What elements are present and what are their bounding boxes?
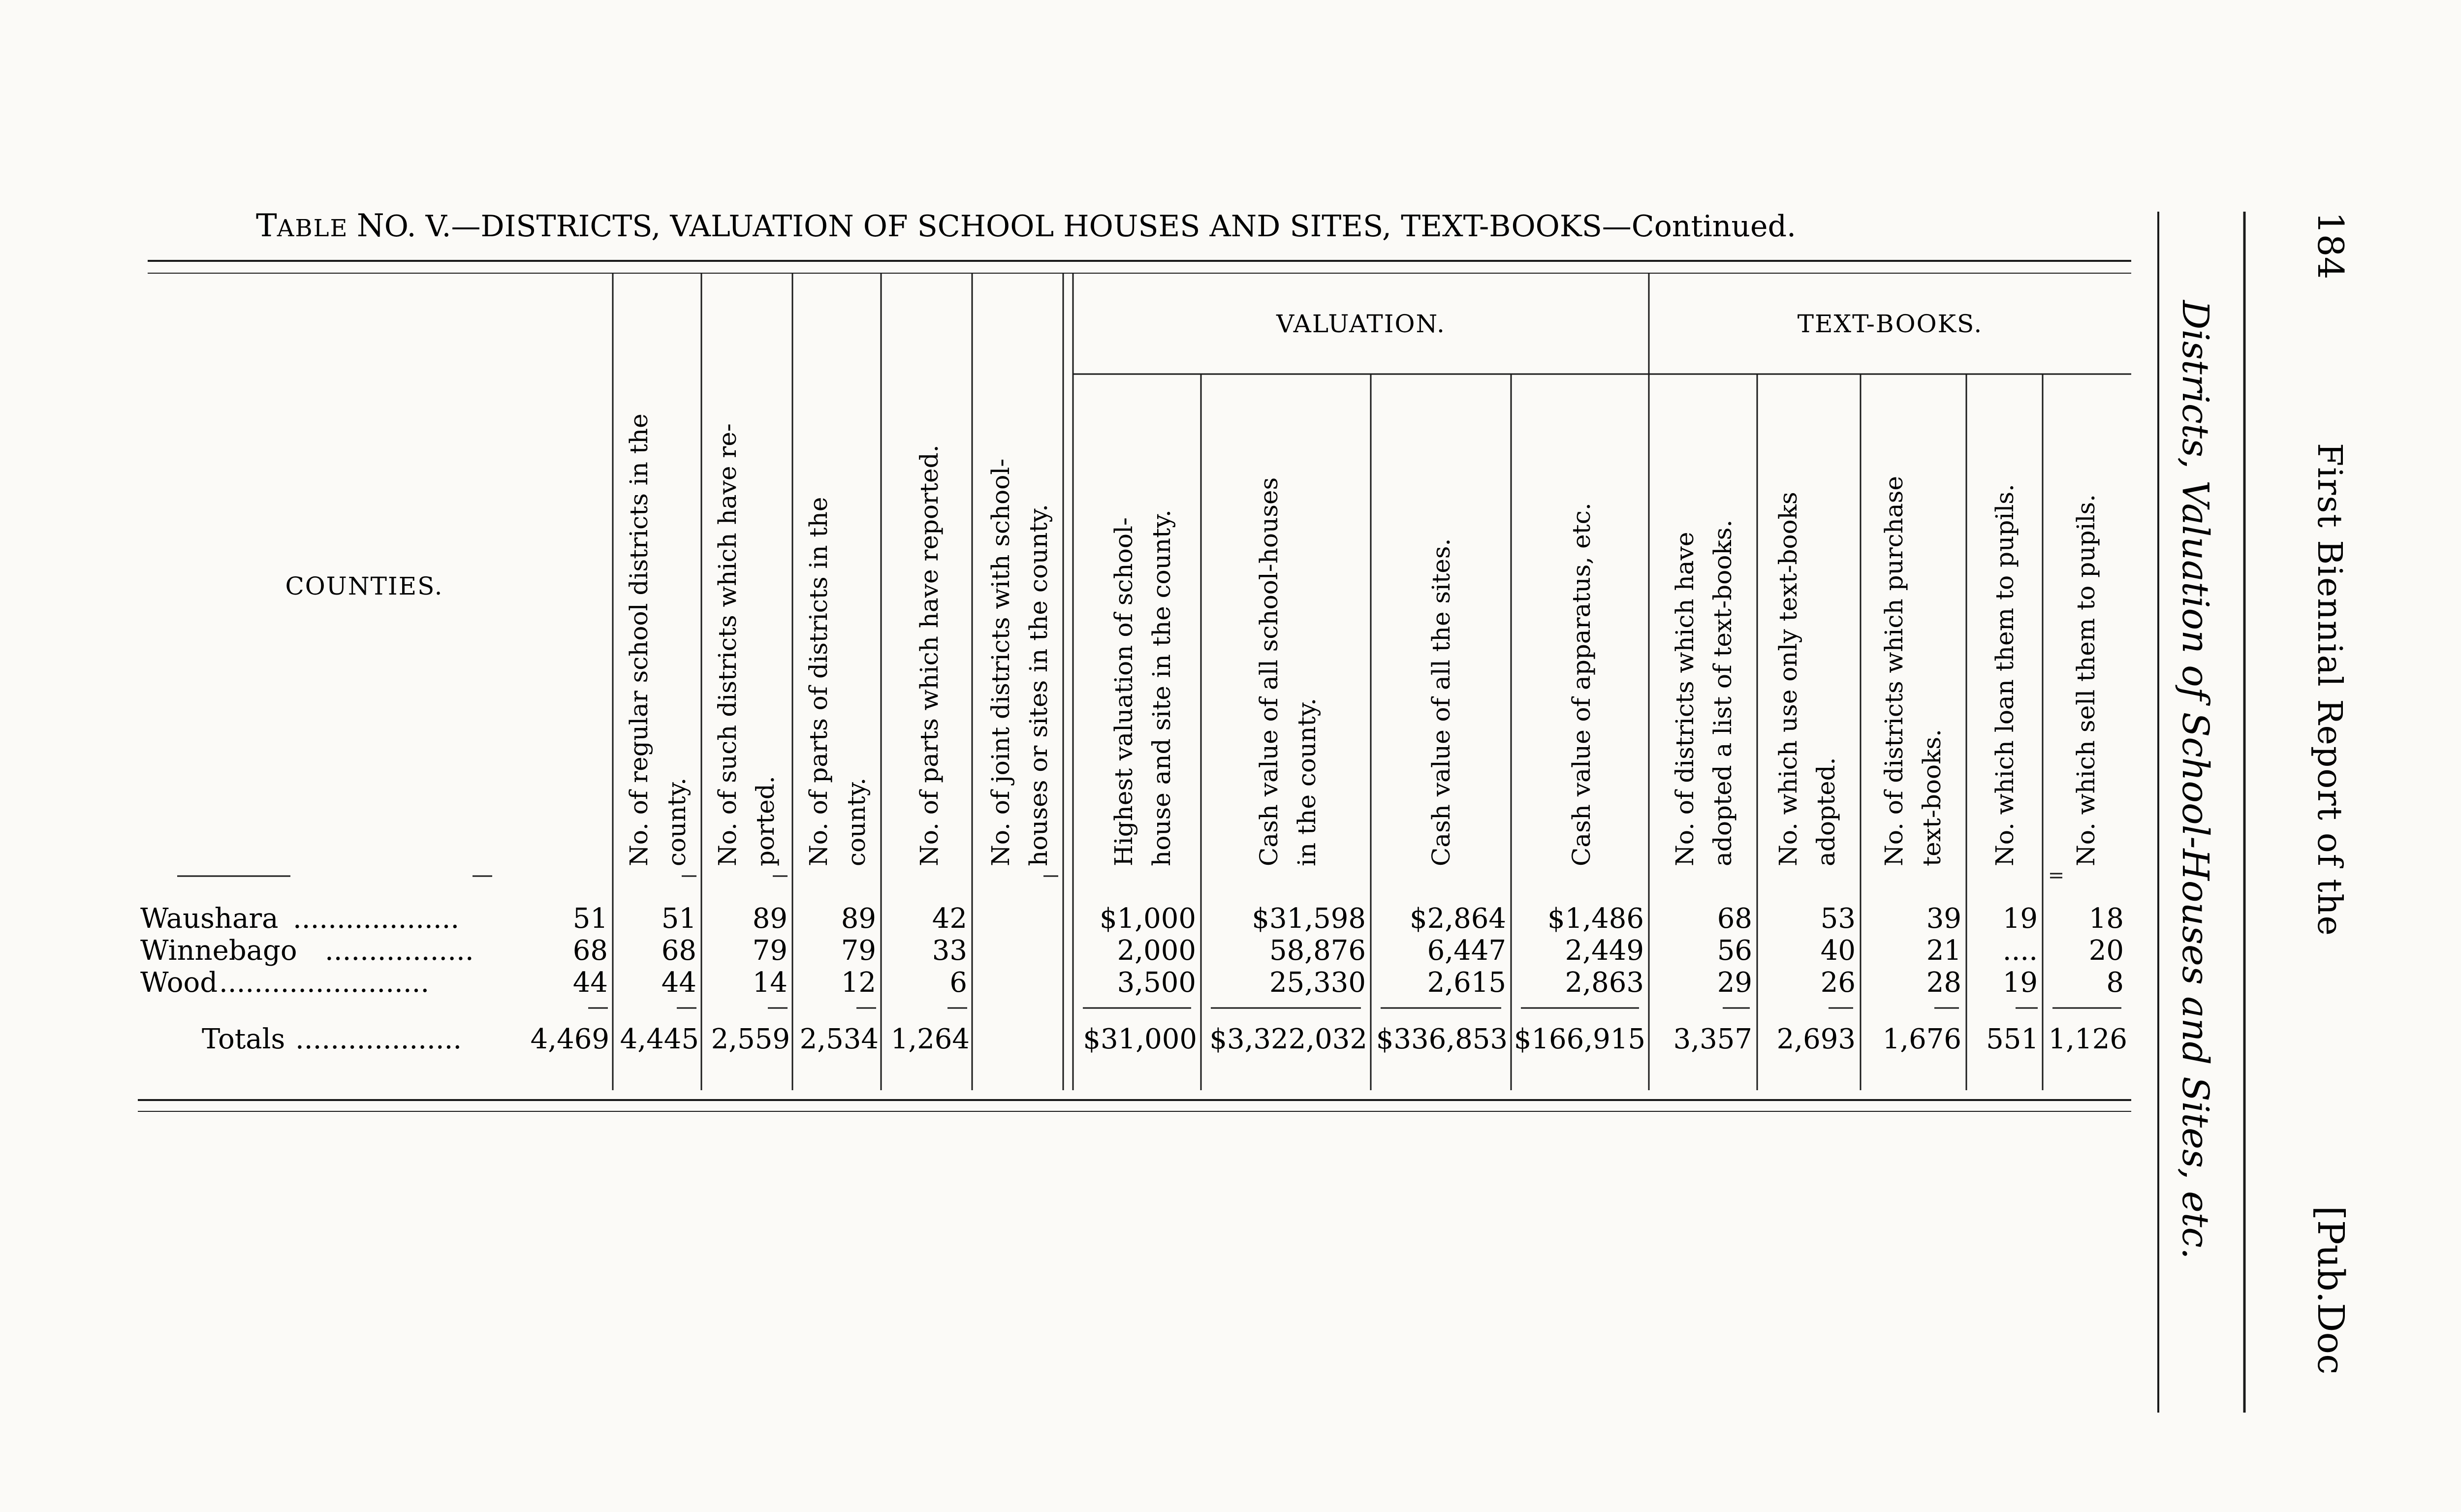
cell: $1,486 [1547,903,1644,935]
total-cell: 2,693 [1776,1023,1856,1055]
doc-reference: [Pub.Doc [2309,1206,2352,1375]
total-cell: 551 [1986,1023,2039,1055]
col-header-line2: text-books. [1918,729,1946,866]
cell: $31,598 [1252,903,1366,935]
cell: 33 [932,935,967,967]
cell: 39 [1926,903,1961,935]
total-cell: 1,676 [1882,1023,1961,1055]
valuation-group-label: VALUATION. [1276,310,1446,338]
total-cell: 4,445 [620,1023,699,1055]
dot-leader: ................... [293,903,460,935]
counties-header: COUNTIES. [285,572,443,600]
cell: 44 [661,967,696,999]
dot-leader: ................. [325,935,474,967]
cell: 19 [2002,903,2038,935]
header-bottom-rules [177,874,2062,878]
cell: 19 [2002,967,2038,999]
totals-label: Totals [202,1023,285,1055]
total-cell: $3,322,032 [1209,1023,1367,1055]
total-cell: 3,357 [1673,1023,1752,1055]
col-header-line2: county. [842,777,871,866]
cell: 6 [949,967,967,999]
cell: 2,449 [1565,935,1644,967]
cell: 68 [661,935,696,967]
county-name: Waushara [140,903,279,935]
col-header-line1: No. which loan them to pupils. [1990,484,2019,866]
cell: 68 [1717,903,1752,935]
cell: 18 [2088,903,2124,935]
cell: 12 [841,967,876,999]
col-header-line1: Highest valuation of school- [1109,517,1138,866]
cell: 6,447 [1427,935,1506,967]
col-header-line1: No. of such districts which have re- [713,423,742,866]
running-italic-title: Districts, Valuation of School-Houses and Sites, etc. [2174,300,2216,1260]
cell: 21 [1926,935,1961,967]
totals-row [202,1023,2127,1055]
cell: 79 [841,935,876,967]
col-header-line2: house and site in the county. [1147,509,1176,866]
cell: 29 [1717,967,1752,999]
cell: 28 [1926,967,1961,999]
col-header-line2: ported. [751,776,780,866]
col-header-line1: Cash value of apparatus, etc. [1567,503,1596,866]
col-header-line2: adopted. [1812,757,1840,866]
cell: 26 [1820,967,1856,999]
col-header-line1: Cash value of all school-houses [1255,477,1283,866]
county-name: Wood [140,967,218,999]
col-header-line1: No. of districts which purchase [1880,475,1908,866]
county-name: Winnebago [140,935,297,967]
cell: 44 [572,967,608,999]
report-title: First Biennial Report of the [2310,443,2349,937]
cell: 40 [1820,935,1856,967]
total-cell: 2,559 [711,1023,790,1055]
cell: $1,000 [1100,903,1196,935]
col-header-line1: No. of joint districts with school- [986,458,1015,866]
table-row [140,935,2124,967]
cell: 68 [572,935,608,967]
cell: 51 [661,903,696,935]
cell: 89 [752,903,788,935]
data-rows [140,903,2124,999]
total-cell: $166,915 [1514,1023,1645,1055]
column-headers [625,413,2100,866]
textbooks-group-label: TEXT-BOOKS. [1797,310,1983,338]
dot-leader: ........................ [219,967,430,999]
cell: $2,864 [1410,903,1506,935]
cell: .... [2002,935,2038,967]
table-row [140,967,2124,999]
cell: 3,500 [1117,967,1196,999]
cell: 53 [1820,903,1856,935]
total-cell: 1,126 [2048,1023,2127,1055]
col-header-line2: county. [663,777,691,866]
total-cell: 4,469 [530,1023,609,1055]
col-header-line1: Cash value of all the sites. [1427,538,1455,866]
total-cell: 2,534 [799,1023,879,1055]
total-cell: 1,264 [890,1023,970,1055]
dot-leader: ................... [295,1023,462,1055]
table-title: TABLE NO. V.—DISTRICTS, VALUATION OF SCHOOL HOUSES AND SITES, TEXT-BOOKS—Continued. [256,208,1797,244]
cell: 2,615 [1427,967,1506,999]
cell: 58,876 [1269,935,1366,967]
col-header-line1: No. which sell them to pupils. [2072,494,2100,866]
col-header-line1: No. of parts of districts in the [804,497,833,866]
page-number: 184 [2310,212,2351,280]
cell: 2,863 [1565,967,1644,999]
col-header-line1: No. of regular school districts in the [625,413,653,866]
cell: 2,000 [1117,935,1196,967]
cell: 42 [932,903,967,935]
cell: 89 [841,903,876,935]
cell: 56 [1717,935,1752,967]
cell: 79 [752,935,788,967]
cell: 25,330 [1269,967,1366,999]
col-header-line1: No. which use only text-books [1774,492,1802,866]
col-header-line1: No. of districts which have [1671,532,1699,866]
total-cell: $31,000 [1083,1023,1197,1055]
col-header-line2: in the county. [1293,698,1321,866]
cell: 14 [752,967,788,999]
cell: 8 [2106,967,2124,999]
col-header-line1: No. of parts which have reported. [915,444,944,866]
cell: 51 [572,903,608,935]
col-header-line2: adopted a list of text-books. [1708,519,1737,866]
col-header-line2: houses or sites in the county. [1024,504,1053,866]
total-cell: $336,853 [1376,1023,1508,1055]
table-row [140,903,2124,935]
cell: 20 [2088,935,2124,967]
